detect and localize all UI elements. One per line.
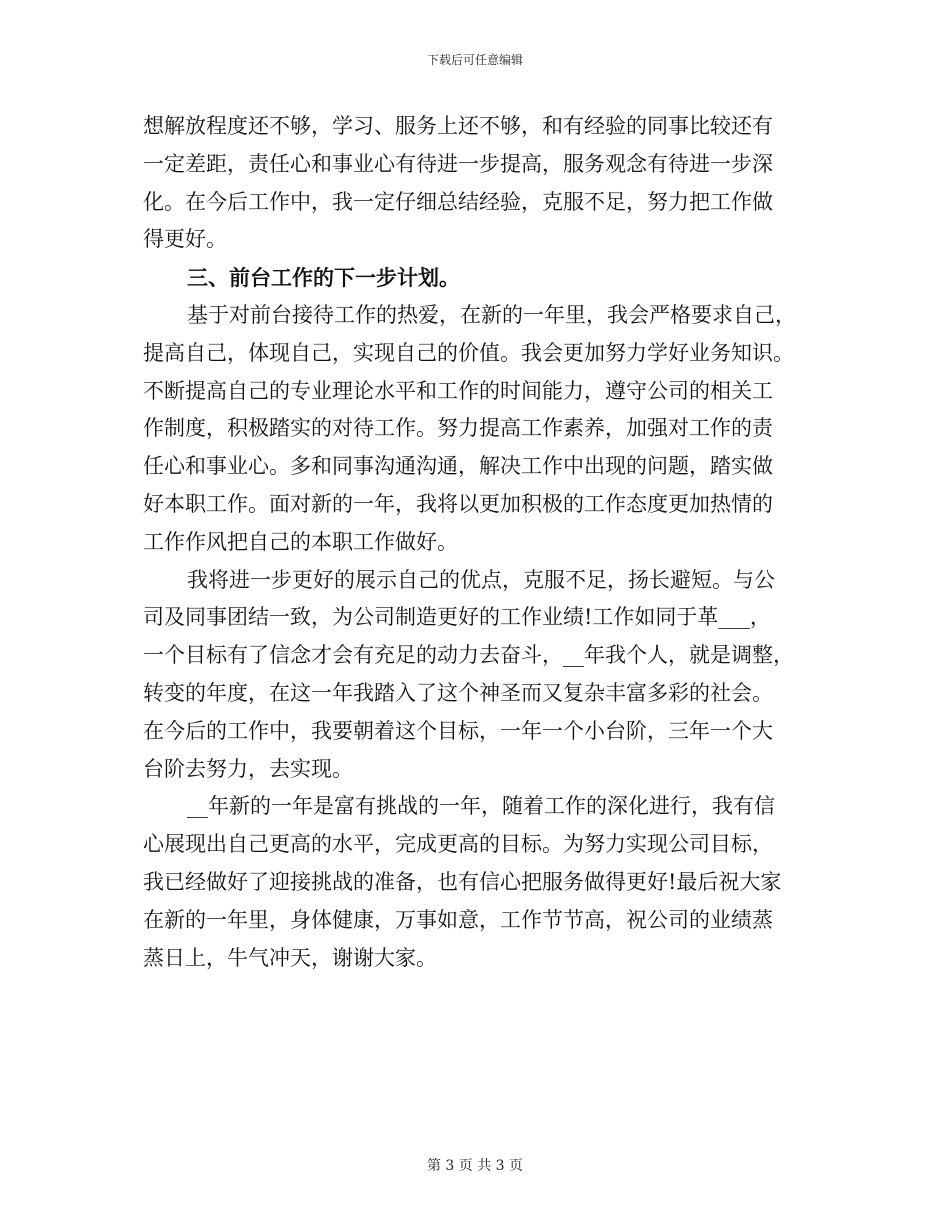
- paragraph-line: 我将进一步更好的展示自己的优点，克服不足，扬长避短。与公: [187, 567, 775, 592]
- paragraph-line: 我已经做好了迎接挑战的准备，也有信心把服务做得更好!最后祝大家: [143, 869, 782, 894]
- paragraph-line: 得更好。: [143, 227, 227, 252]
- paragraph-line: 司及同事团结一致，为公司制造更好的工作业绩!工作如同于革___，: [143, 605, 771, 630]
- paragraph-line: 一定差距，责任心和事业心有待进一步提高，服务观念有待进一步深: [143, 151, 773, 176]
- paragraph-line: 提高自己，体现自己，实现自己的价值。我会更加努力学好业务知识。: [143, 340, 794, 365]
- paragraph-line: __年新的一年是富有挑战的一年，随着工作的深化进行，我有信: [187, 794, 775, 819]
- document-body: [143, 108, 807, 977]
- paragraph-line: 化。在今后工作中，我一定仔细总结经验，克服不足，努力把工作做: [143, 189, 773, 214]
- paragraph-line: 在新的一年里，身体健康，万事如意，工作节节高，祝公司的业绩蒸: [143, 907, 773, 932]
- paragraph-line: 基于对前台接待工作的热爱，在新的一年里，我会严格要求自己，: [187, 302, 796, 327]
- page-number: 第 3 页 共 3 页: [426, 1158, 524, 1174]
- paragraph-line: 工作作风把自己的本职工作做好。: [143, 529, 458, 554]
- paragraph-line: 一个目标有了信念才会有充足的动力去奋斗，__年我个人，就是调整，: [143, 643, 794, 668]
- paragraph-line: 台阶去努力，去实现。: [143, 756, 353, 781]
- paragraph-line: 想解放程度还不够，学习、服务上还不够，和有经验的同事比较还有: [143, 114, 773, 138]
- page-header: 下载后可任意编辑: [426, 53, 523, 67]
- paragraph-line: 转变的年度，在这一年我踏入了这个神圣而又复杂丰富多彩的社会。: [143, 680, 773, 705]
- paragraph-line: 任心和事业心。多和同事沟通沟通，解决工作中出现的问题，踏实做: [143, 454, 773, 479]
- paragraph-line: 心展现出自己更高的水平，完成更高的目标。为努力实现公司目标，: [143, 832, 773, 857]
- paragraph-line: 蒸日上，牛气冲天，谢谢大家。: [143, 945, 437, 970]
- section-heading: 三、前台工作的下一步计划。: [187, 265, 460, 291]
- paragraph-line: 在今后的工作中，我要朝着这个目标，一年一个小台阶，三年一个大: [143, 718, 773, 743]
- paragraph-line: 好本职工作。面对新的一年，我将以更加积极的工作态度更加热情的: [143, 491, 773, 516]
- paragraph-line: 作制度，积极踏实的对待工作。努力提高工作素养，加强对工作的责: [143, 416, 773, 441]
- paragraph-line: 不断提高自己的专业理论水平和工作的时间能力，遵守公司的相关工: [143, 378, 773, 403]
